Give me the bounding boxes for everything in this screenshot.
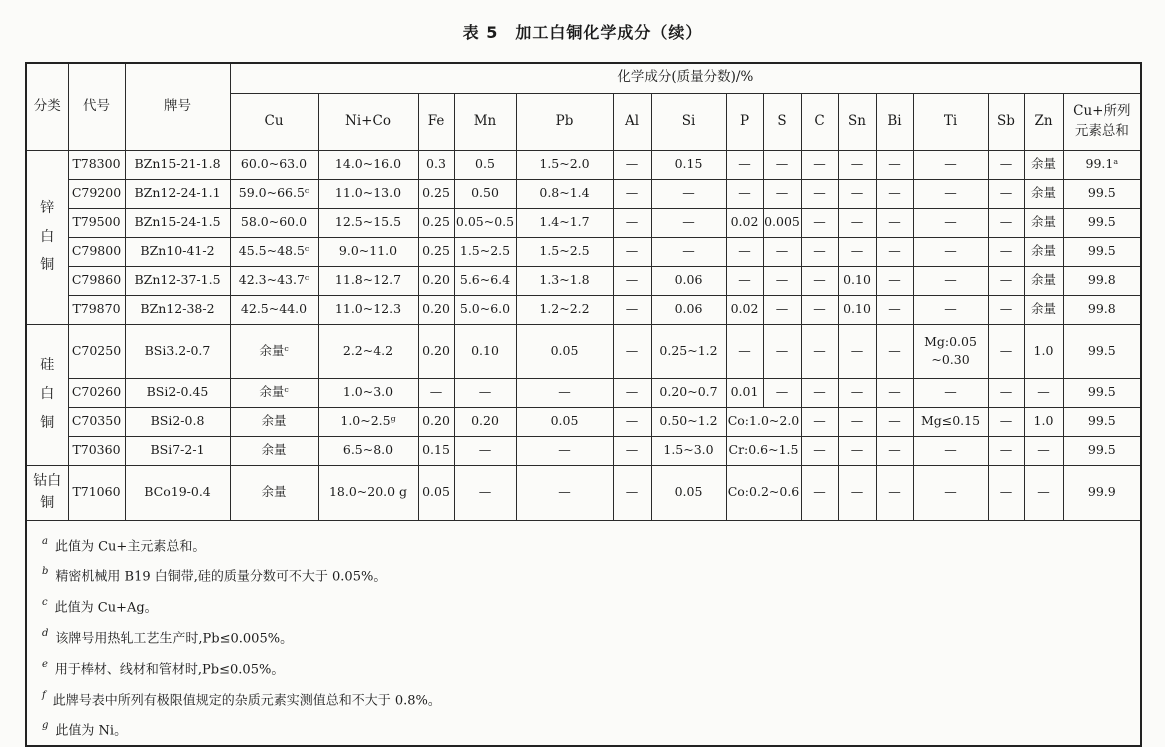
cell-value: 0.20~0.7 — [651, 378, 726, 407]
cell-value: — — [613, 465, 651, 520]
cell-total: 99.5 — [1063, 378, 1141, 407]
cell-value: 9.0~11.0 — [318, 237, 418, 266]
category-label: 钴白铜 — [33, 472, 62, 511]
cell-value: — — [988, 324, 1024, 378]
footnote-marker: c — [42, 597, 48, 609]
cell-value: 0.50 — [454, 179, 516, 208]
footnote-text: 用于棒材、线材和管材时,Pb≤0.05%。 — [54, 662, 285, 678]
cell-value: — — [801, 465, 838, 520]
table-row — [26, 179, 1141, 208]
cell-value: 1.2~2.2 — [516, 295, 613, 324]
cell-value: 余量 — [230, 436, 318, 465]
cell-total: 99.5 — [1063, 179, 1141, 208]
cell-value: — — [454, 465, 516, 520]
cell-value: 0.20 — [418, 266, 454, 295]
cell-value: 0.10 — [838, 295, 876, 324]
cell-category-zinc — [26, 150, 68, 324]
cell-value: — — [988, 208, 1024, 237]
cell-value: 59.0~66.5ᶜ — [230, 179, 318, 208]
footnote-line — [42, 714, 1124, 745]
footnote-line — [42, 591, 1124, 622]
cell-code: C70350 — [68, 407, 125, 436]
cell-value: 0.20 — [418, 295, 454, 324]
cell-value: 余量 — [1024, 237, 1063, 266]
cell-value: — — [613, 266, 651, 295]
cell-value: 11.8~12.7 — [318, 266, 418, 295]
cell-value: 6.5~8.0 — [318, 436, 418, 465]
header-element-pb: Pb — [516, 93, 613, 150]
footnote-marker: b — [42, 566, 49, 578]
footnote-marker: f — [42, 689, 46, 701]
cell-value: 42.5~44.0 — [230, 295, 318, 324]
cell-value: — — [613, 150, 651, 179]
cell-value: — — [613, 208, 651, 237]
cell-value: — — [913, 150, 988, 179]
cell-value: 0.25 — [418, 237, 454, 266]
cell-value: — — [838, 436, 876, 465]
cell-value: 0.06 — [651, 295, 726, 324]
cell-value: 18.0~20.0 g — [318, 465, 418, 520]
cell-value-ps: Co:0.2~0.6 — [726, 465, 801, 520]
cell-value: — — [913, 237, 988, 266]
cell-value: — — [651, 208, 726, 237]
cell-value: — — [876, 208, 913, 237]
cell-value: 0.02 — [726, 208, 763, 237]
cell-value: 余量 — [1024, 266, 1063, 295]
cell-value: — — [838, 179, 876, 208]
header-composition: 化学成分(质量分数)/% — [230, 63, 1141, 93]
cell-value: 1.5~3.0 — [651, 436, 726, 465]
footnote-marker: e — [42, 658, 48, 670]
cell-code: T79500 — [68, 208, 125, 237]
cell-value: 余量 — [230, 407, 318, 436]
header-element-c: C — [801, 93, 838, 150]
cell-value: — — [913, 266, 988, 295]
footnotes — [26, 520, 1141, 746]
cell-value: 余量 — [1024, 208, 1063, 237]
cell-value: — — [418, 378, 454, 407]
cell-value: 11.0~12.3 — [318, 295, 418, 324]
cell-code: C70260 — [68, 378, 125, 407]
cell-total: 99.1ᵃ — [1063, 150, 1141, 179]
header-element-sn: Sn — [838, 93, 876, 150]
cell-total: 99.5 — [1063, 208, 1141, 237]
table-row — [26, 266, 1141, 295]
cell-value: 11.0~13.0 — [318, 179, 418, 208]
cell-grade: BZn15-24-1.5 — [125, 208, 230, 237]
cell-value: — — [838, 237, 876, 266]
cell-value: 0.05 — [651, 465, 726, 520]
cell-value: 余量 — [230, 465, 318, 520]
footnote-line — [42, 653, 1124, 684]
footnote-text: 此牌号表中所列有极限值规定的杂质元素实测值总和不大于 0.8%。 — [52, 692, 441, 708]
cell-value: 余量 — [1024, 150, 1063, 179]
cell-value: 0.20 — [418, 407, 454, 436]
cell-value: — — [763, 237, 801, 266]
footnote-line — [42, 530, 1124, 561]
cell-value: — — [801, 436, 838, 465]
cell-value: — — [516, 465, 613, 520]
cell-value: — — [763, 179, 801, 208]
cell-value: — — [913, 465, 988, 520]
cell-value: — — [726, 237, 763, 266]
table-row — [26, 378, 1141, 407]
cell-total: 99.5 — [1063, 436, 1141, 465]
cell-value: — — [801, 237, 838, 266]
header-total-line2: 元素总和 — [1074, 122, 1129, 139]
cell-category-silicon — [26, 324, 68, 465]
cell-value: Mg≤0.15 — [913, 407, 988, 436]
table-row — [26, 237, 1141, 266]
cell-value: — — [876, 150, 913, 179]
header-grade: 牌号 — [125, 63, 230, 150]
cell-value: — — [726, 150, 763, 179]
cell-value: — — [988, 436, 1024, 465]
cell-value: 0.20 — [454, 407, 516, 436]
cell-value: — — [988, 407, 1024, 436]
cell-value: 0.8~1.4 — [516, 179, 613, 208]
cell-value: — — [613, 324, 651, 378]
cell-value: 45.5~48.5ᶜ — [230, 237, 318, 266]
cell-value: — — [988, 266, 1024, 295]
cell-value: — — [838, 465, 876, 520]
cell-value: — — [801, 295, 838, 324]
header-element-sb: Sb — [988, 93, 1024, 150]
cell-value: — — [913, 378, 988, 407]
cell-grade: BSi2-0.8 — [125, 407, 230, 436]
cell-grade: BZn12-37-1.5 — [125, 266, 230, 295]
cell-value: 0.02 — [726, 295, 763, 324]
cell-value: — — [988, 465, 1024, 520]
cell-value: — — [763, 150, 801, 179]
cell-value: 12.5~15.5 — [318, 208, 418, 237]
cell-value: 0.005 — [763, 208, 801, 237]
cell-value: 1.0~3.0 — [318, 378, 418, 407]
cell-total: 99.5 — [1063, 324, 1141, 378]
cell-value: — — [913, 436, 988, 465]
cell-value: — — [838, 150, 876, 179]
header-total-line1: Cu+所列 — [1073, 102, 1131, 119]
cell-value: 0.25 — [418, 179, 454, 208]
footnote-line — [42, 560, 1124, 591]
header-element-cu: Cu — [230, 93, 318, 150]
footnote-line — [42, 684, 1124, 715]
cell-value: — — [613, 407, 651, 436]
cell-value: 0.05 — [418, 465, 454, 520]
cell-total: 99.8 — [1063, 266, 1141, 295]
cell-value: 1.0~2.5ᵍ — [318, 407, 418, 436]
cell-value: 0.06 — [651, 266, 726, 295]
footnotes-row — [26, 520, 1141, 746]
cell-value: 0.05 — [516, 324, 613, 378]
cell-value: 0.15 — [651, 150, 726, 179]
cell-value: — — [988, 237, 1024, 266]
footnote-marker: g — [42, 720, 49, 732]
cell-value: — — [988, 295, 1024, 324]
cell-value: 0.05 — [516, 407, 613, 436]
footnote-marker: d — [42, 627, 49, 639]
cell-value: 0.10 — [454, 324, 516, 378]
cell-value: — — [613, 179, 651, 208]
header-category: 分类 — [26, 63, 68, 150]
cell-grade: BZn12-24-1.1 — [125, 179, 230, 208]
cell-value-ps: Co:1.0~2.0 — [726, 407, 801, 436]
header-element-nico: Ni+Co — [318, 93, 418, 150]
cell-value: — — [516, 436, 613, 465]
header-element-si: Si — [651, 93, 726, 150]
category-label: 硅白铜 — [40, 357, 55, 431]
cell-value: — — [801, 378, 838, 407]
cell-value: 余量 — [1024, 295, 1063, 324]
cell-value: — — [876, 237, 913, 266]
cell-code: C70250 — [68, 324, 125, 378]
footnote-marker: a — [42, 535, 48, 547]
cell-value: 1.0 — [1024, 407, 1063, 436]
cell-value: 0.3 — [418, 150, 454, 179]
cell-value: — — [763, 266, 801, 295]
cell-value: — — [838, 407, 876, 436]
table-row — [26, 407, 1141, 436]
cell-grade: BSi3.2-0.7 — [125, 324, 230, 378]
cell-value: — — [876, 378, 913, 407]
cell-value: — — [876, 295, 913, 324]
footnote-text: 该牌号用热轧工艺生产时,Pb≤0.005%。 — [55, 631, 294, 647]
cell-value: — — [454, 436, 516, 465]
composition-table — [25, 62, 1142, 747]
ti-line1: Mg:0.05 — [924, 333, 977, 349]
cell-value: — — [726, 179, 763, 208]
cell-value: 0.20 — [418, 324, 454, 378]
cell-code: C79200 — [68, 179, 125, 208]
header-element-fe: Fe — [418, 93, 454, 150]
cell-value: 5.0~6.0 — [454, 295, 516, 324]
cell-value: 0.50~1.2 — [651, 407, 726, 436]
cell-value: 余量ᶜ — [230, 324, 318, 378]
cell-value: 0.05~0.5 — [454, 208, 516, 237]
cell-value: — — [763, 295, 801, 324]
cell-code: C79860 — [68, 266, 125, 295]
table-row — [26, 295, 1141, 324]
cell-grade: BZn10-41-2 — [125, 237, 230, 266]
cell-code: T70360 — [68, 436, 125, 465]
cell-value: 0.5 — [454, 150, 516, 179]
cell-value: 1.0 — [1024, 324, 1063, 378]
cell-value: — — [913, 179, 988, 208]
cell-value: — — [763, 378, 801, 407]
cell-value: — — [651, 179, 726, 208]
cell-value: — — [801, 407, 838, 436]
cell-grade: BSi2-0.45 — [125, 378, 230, 407]
cell-value: — — [1024, 378, 1063, 407]
cell-code: T71060 — [68, 465, 125, 520]
table-row — [26, 465, 1141, 520]
cell-value: 5.6~6.4 — [454, 266, 516, 295]
cell-code: T78300 — [68, 150, 125, 179]
cell-value: 14.0~16.0 — [318, 150, 418, 179]
cell-value: — — [988, 378, 1024, 407]
cell-total: 99.8 — [1063, 295, 1141, 324]
cell-value-ti — [913, 324, 988, 378]
cell-value: 0.10 — [838, 266, 876, 295]
cell-value: 42.3~43.7ᶜ — [230, 266, 318, 295]
cell-value: — — [801, 208, 838, 237]
cell-grade: BZn15-21-1.8 — [125, 150, 230, 179]
footnote-line — [42, 622, 1124, 653]
header-element-al: Al — [613, 93, 651, 150]
category-label: 锌白铜 — [40, 199, 55, 274]
cell-grade: BCo19-0.4 — [125, 465, 230, 520]
cell-value: 余量 — [1024, 179, 1063, 208]
cell-value: 1.4~1.7 — [516, 208, 613, 237]
cell-value: — — [876, 407, 913, 436]
header-row-1 — [26, 63, 1141, 93]
cell-value: — — [876, 179, 913, 208]
cell-total: 99.9 — [1063, 465, 1141, 520]
cell-value: — — [876, 324, 913, 378]
cell-value: 60.0~63.0 — [230, 150, 318, 179]
ti-line2: ~0.30 — [931, 352, 970, 367]
cell-value: — — [454, 378, 516, 407]
cell-value: — — [988, 179, 1024, 208]
cell-value: 1.5~2.5 — [454, 237, 516, 266]
cell-total: 99.5 — [1063, 237, 1141, 266]
cell-value: — — [1024, 465, 1063, 520]
cell-value: — — [613, 378, 651, 407]
cell-value: — — [913, 208, 988, 237]
footnote-text: 此值为 Ni。 — [55, 723, 128, 739]
header-element-p: P — [726, 93, 763, 150]
cell-value: 58.0~60.0 — [230, 208, 318, 237]
cell-value: — — [516, 378, 613, 407]
cell-value-ps: Cr:0.6~1.5 — [726, 436, 801, 465]
cell-value: 余量ᶜ — [230, 378, 318, 407]
header-element-ti: Ti — [913, 93, 988, 150]
header-element-mn: Mn — [454, 93, 516, 150]
cell-value: — — [726, 266, 763, 295]
cell-value: — — [613, 436, 651, 465]
cell-value: — — [801, 266, 838, 295]
table-title: 表 5 加工白铜化学成分（续） — [462, 23, 703, 42]
cell-value: 0.15 — [418, 436, 454, 465]
cell-value: — — [838, 324, 876, 378]
cell-value: — — [876, 465, 913, 520]
cell-value: — — [613, 295, 651, 324]
cell-code: C79800 — [68, 237, 125, 266]
cell-value: — — [838, 208, 876, 237]
cell-value: — — [726, 324, 763, 378]
cell-value: — — [613, 237, 651, 266]
cell-value: 0.25~1.2 — [651, 324, 726, 378]
table-row — [26, 436, 1141, 465]
cell-category-cobalt — [26, 465, 68, 520]
cell-total: 99.5 — [1063, 407, 1141, 436]
cell-value: — — [801, 324, 838, 378]
footnote-text: 此值为 Cu+Ag。 — [54, 600, 158, 616]
table-row — [26, 150, 1141, 179]
cell-grade: BZn12-38-2 — [125, 295, 230, 324]
table-row — [26, 208, 1141, 237]
cell-value: — — [1024, 436, 1063, 465]
header-element-s: S — [763, 93, 801, 150]
cell-value: 0.25 — [418, 208, 454, 237]
cell-value: — — [838, 378, 876, 407]
header-element-bi: Bi — [876, 93, 913, 150]
cell-value: — — [763, 324, 801, 378]
footnote-text: 此值为 Cu+主元素总和。 — [54, 538, 206, 554]
cell-value: 2.2~4.2 — [318, 324, 418, 378]
cell-grade: BSi7-2-1 — [125, 436, 230, 465]
cell-value: — — [651, 237, 726, 266]
table-row — [26, 324, 1141, 378]
cell-value: — — [876, 436, 913, 465]
header-code: 代号 — [68, 63, 125, 150]
cell-value: 1.3~1.8 — [516, 266, 613, 295]
cell-value: — — [801, 179, 838, 208]
header-total — [1063, 93, 1141, 150]
header-element-zn: Zn — [1024, 93, 1063, 150]
cell-code: T79870 — [68, 295, 125, 324]
cell-value: — — [913, 295, 988, 324]
cell-value: 1.5~2.5 — [516, 237, 613, 266]
footnote-text: 精密机械用 B19 白铜带,硅的质量分数可不大于 0.05%。 — [55, 569, 387, 585]
cell-value: 0.01 — [726, 378, 763, 407]
cell-value: 1.5~2.0 — [516, 150, 613, 179]
cell-value: — — [876, 266, 913, 295]
cell-value: — — [988, 150, 1024, 179]
cell-value: — — [801, 150, 838, 179]
